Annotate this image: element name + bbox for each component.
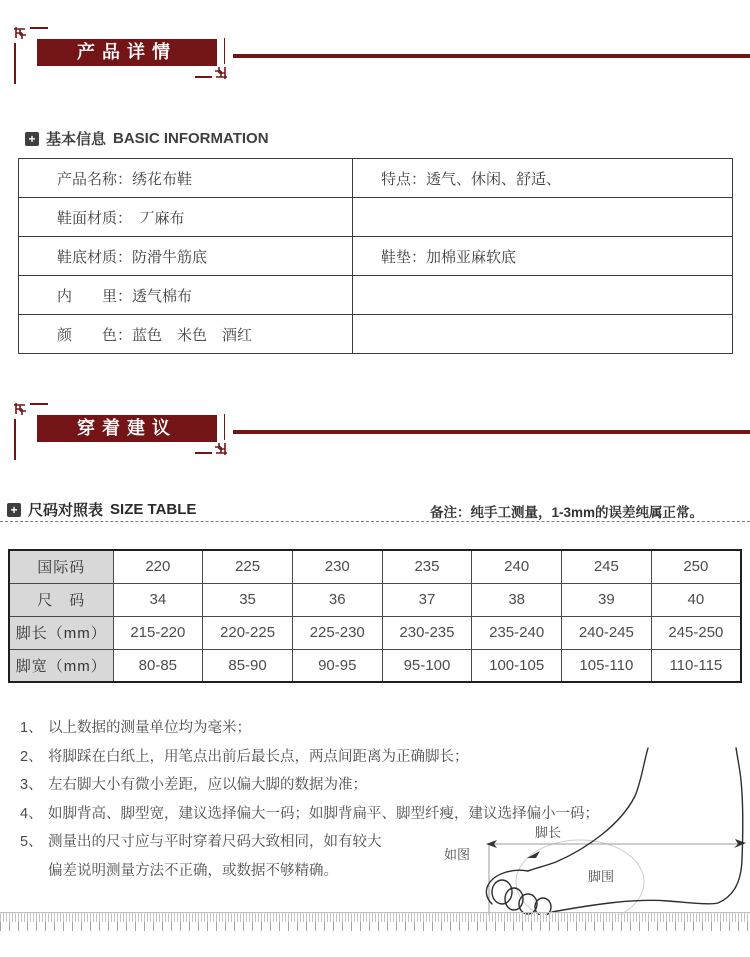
note-text: 以上数据的测量单位均为毫米； <box>48 720 251 736</box>
row-label: 国际码 <box>9 550 113 583</box>
banner-decor-line <box>224 414 225 440</box>
note-number: 5、 <box>20 834 43 850</box>
product-details-banner <box>0 26 750 96</box>
size-cell: 220 <box>113 550 203 583</box>
upper-material-cell: 鞋面材质： 丆麻布 <box>19 198 353 237</box>
size-cell: 105-110 <box>562 649 652 682</box>
size-cell: 85-90 <box>203 649 293 682</box>
row-label: 脚长（mm） <box>9 616 113 649</box>
basic-info-heading-en: BASIC INFORMATION <box>113 130 269 147</box>
table-row <box>19 237 733 276</box>
table-row <box>19 276 733 315</box>
size-chart-table <box>8 549 742 683</box>
wearing-advice-banner <box>0 402 750 472</box>
note-text: 左右脚大小有微小差距，应以偏大脚的数据为准； <box>48 777 367 793</box>
size-heading-en: SIZE TABLE <box>110 501 197 518</box>
lining-cell: 内 里：透气棉布 <box>19 276 353 315</box>
size-cell: 95-100 <box>382 649 472 682</box>
size-heading-zh: 尺码对照表 <box>28 502 104 519</box>
empty-cell <box>353 276 733 315</box>
insole-cell: 鞋垫：加棉亚麻软底 <box>353 237 733 276</box>
row-label: 尺 码 <box>9 583 113 616</box>
note-text: 将脚踩在白纸上，用笔点出前后最长点，两点间距离为正确脚长； <box>48 748 469 765</box>
table-row <box>19 159 733 198</box>
table-row-foot-width <box>9 649 741 682</box>
size-table-heading <box>7 499 196 520</box>
table-row-cn-size <box>9 583 741 616</box>
size-cell: 250 <box>651 550 741 583</box>
row-label: 脚宽（mm） <box>9 649 113 682</box>
note-number <box>20 857 48 886</box>
note-number: 2、 <box>20 748 43 765</box>
size-cell: 235-240 <box>472 616 562 649</box>
basic-info-heading-zh: 基本信息 <box>46 131 107 148</box>
banner-decor-line <box>195 76 212 78</box>
size-cell: 245 <box>562 550 652 583</box>
ruler-graphic <box>0 912 750 934</box>
plus-icon: + <box>7 503 21 517</box>
size-cell: 225 <box>203 550 293 583</box>
size-cell: 37 <box>382 583 472 616</box>
size-cell: 215-220 <box>113 616 203 649</box>
size-cell: 240 <box>472 550 562 583</box>
size-cell: 230 <box>292 550 382 583</box>
basic-info-heading <box>25 128 269 149</box>
note-number: 1、 <box>20 720 43 736</box>
table-row-intl-size <box>9 550 741 583</box>
size-cell: 38 <box>472 583 562 616</box>
banner-decor-line <box>195 452 212 454</box>
size-cell: 235 <box>382 550 472 583</box>
banner-decor-rule <box>233 430 750 434</box>
basic-info-table <box>18 158 733 354</box>
sole-material-cell: 鞋底材质：防滑牛筋底 <box>19 237 353 276</box>
banner-decor-line <box>30 27 48 29</box>
banner-decor-line <box>14 43 16 84</box>
as-shown-label: 如图 <box>444 847 471 862</box>
measurement-disclaimer: 备注：纯手工测量，1-3mm的误差纯属正常。 <box>430 505 704 520</box>
banner-decor-rule <box>233 54 750 58</box>
note-text: 测量出的尺寸应与平时穿着尺码大致相同，如有较大 <box>48 834 382 850</box>
banner-title: 产品详情 <box>37 39 217 66</box>
plus-icon: + <box>25 132 39 146</box>
size-cell: 34 <box>113 583 203 616</box>
note-text: 如脚背高、脚型宽，建议选择偏大一码；如脚背扁平、脚型纤瘦，建议选择偏小一码； <box>48 805 599 822</box>
foot-measurement-diagram <box>440 738 750 915</box>
size-cell: 220-225 <box>203 616 293 649</box>
size-cell: 80-85 <box>113 649 203 682</box>
dashed-divider <box>0 521 750 522</box>
size-cell: 40 <box>651 583 741 616</box>
size-cell: 240-245 <box>562 616 652 649</box>
size-cell: 36 <box>292 583 382 616</box>
chinese-knot-icon <box>211 439 228 456</box>
size-cell: 245-250 <box>651 616 741 649</box>
foot-length-label: 脚长 <box>535 825 562 840</box>
empty-cell <box>353 315 733 354</box>
size-cell: 100-105 <box>472 649 562 682</box>
banner-decor-line <box>224 38 225 64</box>
size-cell: 39 <box>562 583 652 616</box>
table-row <box>19 198 733 237</box>
banner-decor-line <box>14 419 16 460</box>
table-row <box>19 315 733 354</box>
size-cell: 35 <box>203 583 293 616</box>
size-cell: 230-235 <box>382 616 472 649</box>
features-cell: 特点：透气、休闲、舒适、 <box>353 159 733 198</box>
table-row-foot-length <box>9 616 741 649</box>
chinese-knot-icon <box>13 402 30 419</box>
empty-cell <box>353 198 733 237</box>
size-cell: 110-115 <box>651 649 741 682</box>
banner-title: 穿着建议 <box>37 415 217 442</box>
banner-decor-line <box>30 403 48 405</box>
note-text: 偏差说明测量方法不正确，或数据不够精确。 <box>48 862 338 879</box>
size-cell: 225-230 <box>292 616 382 649</box>
product-name-cell: 产品名称：绣花布鞋 <box>19 159 353 198</box>
size-cell: 90-95 <box>292 649 382 682</box>
chinese-knot-icon <box>211 63 228 80</box>
note-number: 3、 <box>20 777 43 793</box>
note-number: 4、 <box>20 805 43 822</box>
colors-cell: 颜 色：蓝色 米色 酒红 <box>19 315 353 354</box>
chinese-knot-icon <box>13 26 30 43</box>
foot-girth-label: 脚围 <box>588 869 615 884</box>
